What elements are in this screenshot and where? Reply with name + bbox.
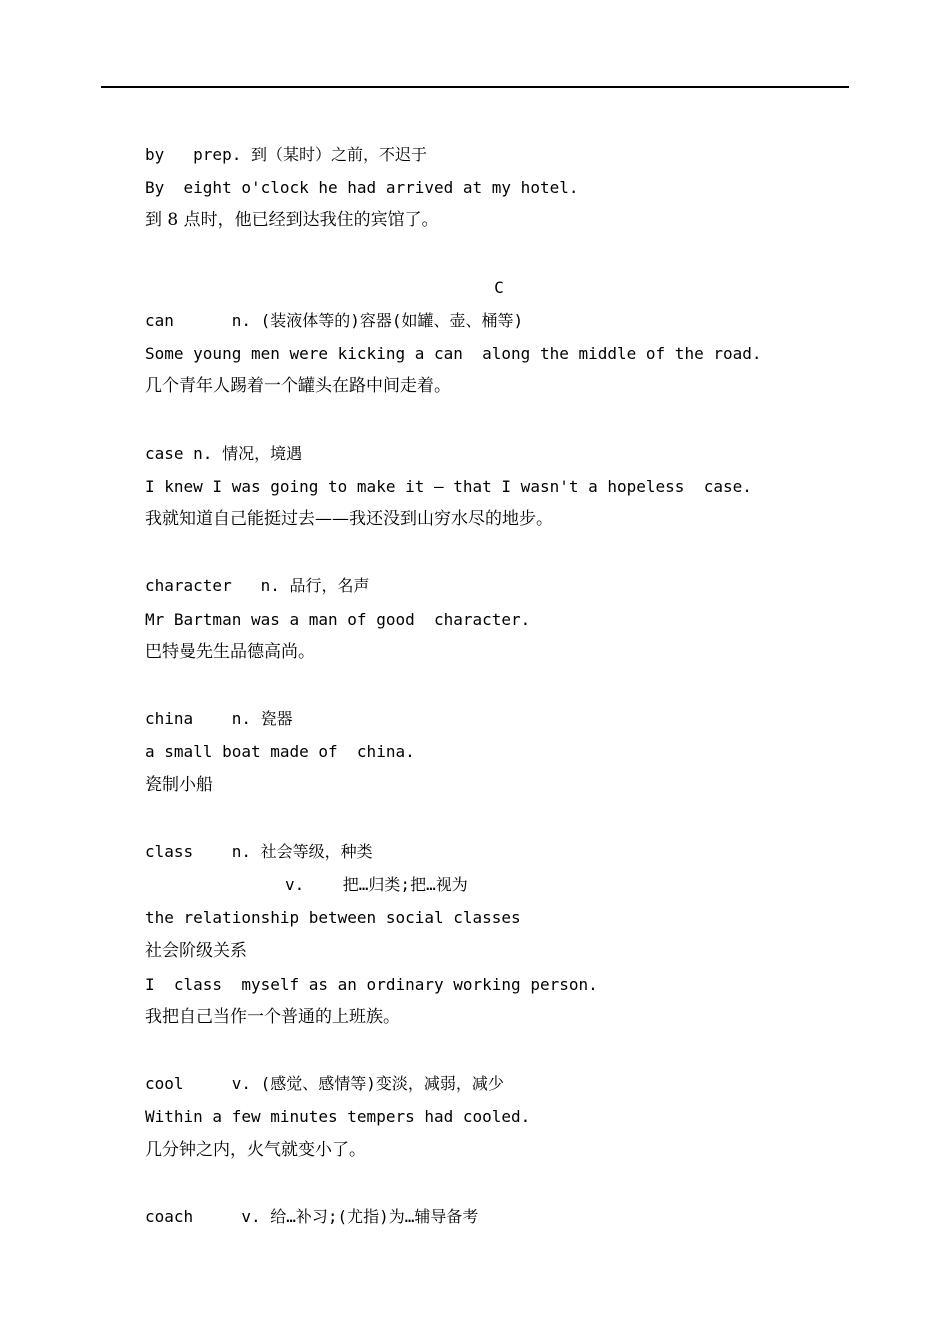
- document-body: [145, 138, 845, 1233]
- example-zh: 我把自己当作一个普通的上班族。: [145, 1006, 400, 1027]
- entry-can: [145, 304, 845, 404]
- example-zh: 我就知道自己能挺过去——我还没到山穷水尽的地步。: [145, 509, 553, 530]
- entry-head: class n. 社会等级，种类: [145, 841, 373, 861]
- section-letter: C: [494, 277, 504, 297]
- example-en: Within a few minutes tempers had cooled.: [145, 1107, 531, 1127]
- example-en: I class myself as an ordinary working person.: [145, 974, 598, 994]
- example-zh: 几分钟之内，火气就变小了。: [145, 1139, 366, 1160]
- entry-case: [145, 437, 845, 537]
- entry-character: [145, 569, 845, 669]
- example-zh: 几个青年人踢着一个罐头在路中间走着。: [145, 376, 451, 397]
- entry-head-verb: v. 把…归类;把…视为: [285, 875, 468, 895]
- entry-head: by prep. 到（某时）之前，不迟于: [145, 145, 427, 164]
- entry-by: [145, 138, 845, 238]
- entry-head: china n. 瓷器: [145, 709, 293, 729]
- entry-head: can n. (装液体等的)容器(如罐、壶、桶等): [145, 310, 524, 330]
- example-en: Mr Bartman was a man of good character.: [145, 609, 531, 629]
- example-zh: 巴特曼先生品德高尚。: [145, 641, 315, 662]
- entry-coach: [145, 1200, 845, 1233]
- entry-cool: [145, 1067, 845, 1167]
- example-zh: 到 8 点时，他已经到达我住的宾馆了。: [145, 210, 439, 231]
- example-en: the relationship between social classes: [145, 908, 521, 928]
- entry-head: cool v. (感觉、感情等)变淡，减弱，减少: [145, 1074, 504, 1094]
- header-rule: [101, 86, 849, 88]
- example-en: I knew I was going to make it — that I wasn't a hopeless case.: [145, 476, 752, 496]
- entry-head: case n. 情况，境遇: [145, 443, 303, 463]
- entry-head: character n. 品行，名声: [145, 576, 370, 596]
- example-en: a small boat made of china.: [145, 742, 415, 762]
- entry-class: [145, 835, 845, 1034]
- entry-china: [145, 702, 845, 802]
- example-en: By eight o'clock he had arrived at my hotel.: [145, 178, 579, 198]
- example-zh: 瓷制小船: [145, 774, 213, 795]
- example-en: Some young men were kicking a can along the middle of the road.: [145, 344, 762, 364]
- example-zh: 社会阶级关系: [145, 940, 247, 961]
- entry-head: coach v. 给…补习;(尤指)为…辅导备考: [145, 1207, 479, 1226]
